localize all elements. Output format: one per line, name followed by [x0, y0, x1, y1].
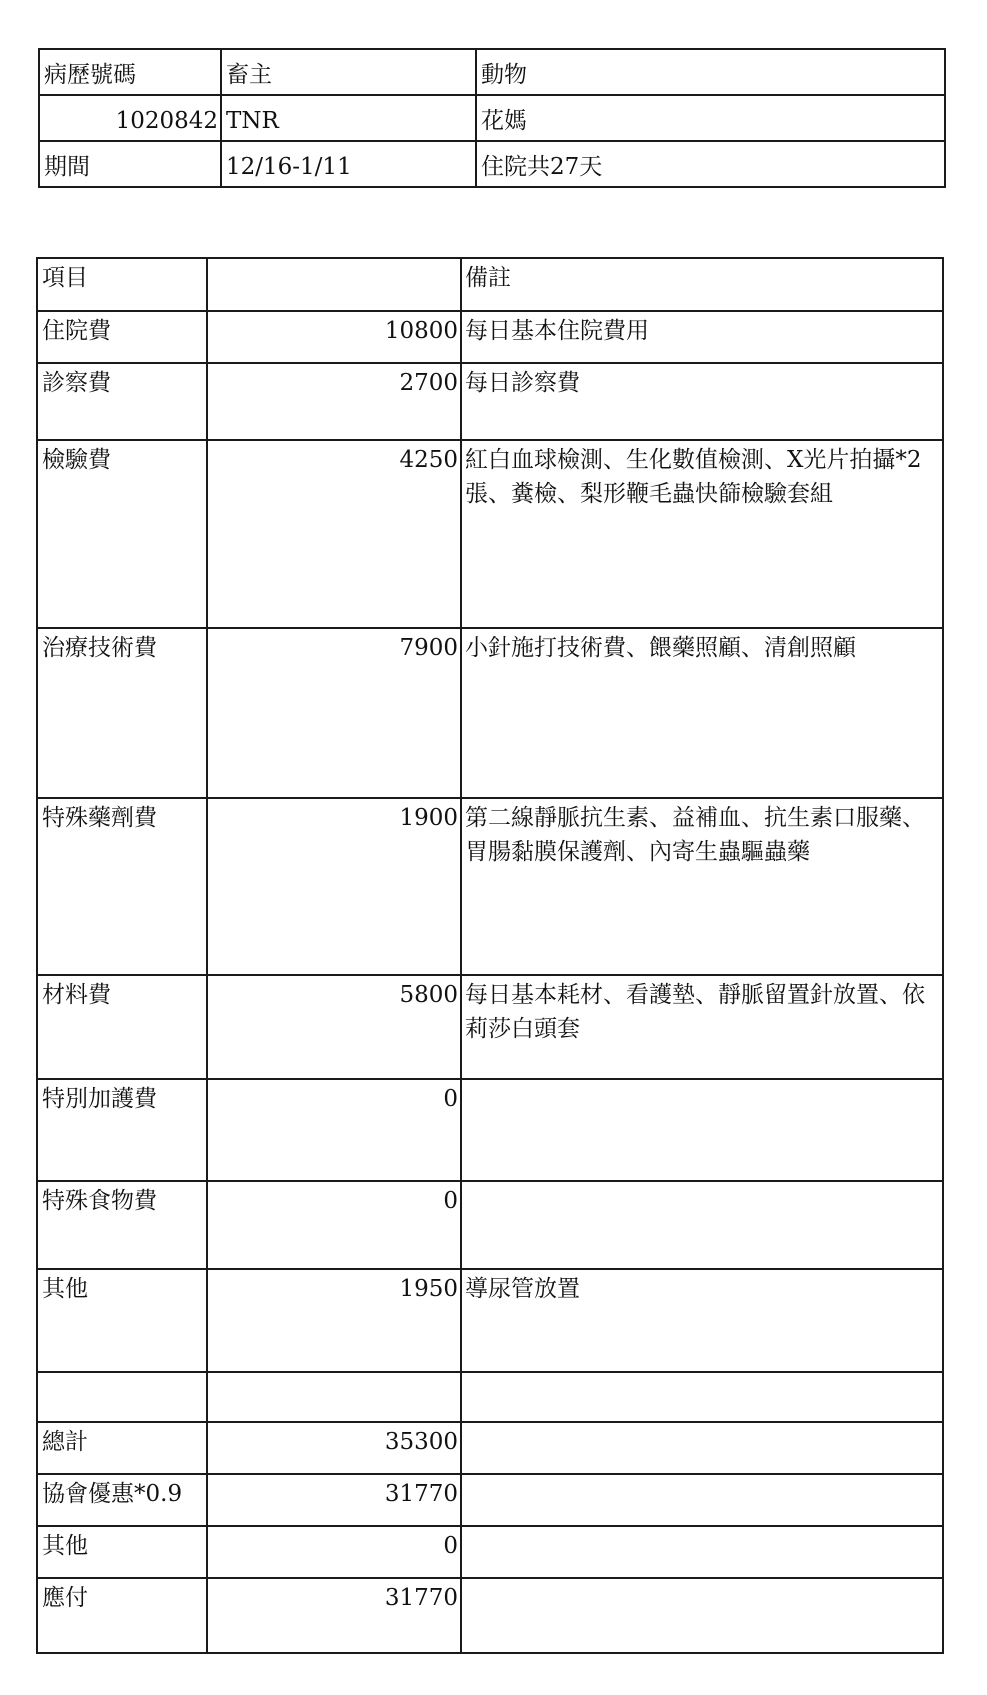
fee-row [37, 1079, 943, 1181]
other-amount: 0 [207, 1526, 461, 1578]
fee-item: 特殊食物費 [37, 1181, 207, 1269]
note-column-header: 備註 [461, 258, 943, 311]
record-header-table [38, 48, 946, 188]
fee-note: 每日診察費 [461, 363, 943, 440]
fee-item: 住院費 [37, 311, 207, 363]
fee-note [461, 1079, 943, 1181]
discount-label: 協會優惠*0.9 [37, 1474, 207, 1526]
animal-label: 動物 [476, 49, 945, 95]
stay-duration: 住院共27天 [476, 141, 945, 187]
amount-due-value: 31770 [207, 1578, 461, 1653]
fee-note: 小針施打技術費、餵藥照顧、清創照顧 [461, 628, 943, 798]
owner-label: 畜主 [221, 49, 476, 95]
other-label: 其他 [37, 1526, 207, 1578]
record-number-value: 1020842 [39, 95, 221, 141]
fee-row [37, 363, 943, 440]
total-row [37, 1422, 943, 1474]
fee-row [37, 1181, 943, 1269]
fee-amount: 1950 [207, 1269, 461, 1372]
fee-breakdown-table [36, 257, 944, 1654]
period-row [39, 141, 945, 187]
fee-table-header [37, 258, 943, 311]
fee-row [37, 628, 943, 798]
fee-note: 每日基本耗材、看護墊、靜脈留置針放置、依莉莎白頭套 [461, 975, 943, 1079]
fee-amount: 10800 [207, 311, 461, 363]
fee-note: 紅白血球檢測、生化數值檢測、X光片拍攝*2張、糞檢、梨形鞭毛蟲快篩檢驗套組 [461, 440, 943, 628]
period-label: 期間 [39, 141, 221, 187]
discount-amount: 31770 [207, 1474, 461, 1526]
fee-note [461, 1474, 943, 1526]
total-amount: 35300 [207, 1422, 461, 1474]
other-adjustment-row [37, 1526, 943, 1578]
fee-row [37, 1269, 943, 1372]
fee-note [461, 1372, 943, 1422]
fee-amount: 0 [207, 1181, 461, 1269]
total-label: 總計 [37, 1422, 207, 1474]
fee-row [37, 798, 943, 975]
fee-amount: 7900 [207, 628, 461, 798]
fee-row-blank [37, 1372, 943, 1422]
fee-amount: 2700 [207, 363, 461, 440]
fee-row [37, 311, 943, 363]
fee-item: 檢驗費 [37, 440, 207, 628]
fee-item [37, 1372, 207, 1422]
fee-item: 材料費 [37, 975, 207, 1079]
fee-item: 其他 [37, 1269, 207, 1372]
fee-note [461, 1578, 943, 1653]
item-column-header: 項目 [37, 258, 207, 311]
fee-item: 特別加護費 [37, 1079, 207, 1181]
fee-note: 每日基本住院費用 [461, 311, 943, 363]
fee-item: 診察費 [37, 363, 207, 440]
record-number-label: 病歷號碼 [39, 49, 221, 95]
fee-row [37, 440, 943, 628]
fee-item: 治療技術費 [37, 628, 207, 798]
amount-column-header [207, 258, 461, 311]
fee-amount [207, 1372, 461, 1422]
fee-amount: 4250 [207, 440, 461, 628]
amount-due-row [37, 1578, 943, 1653]
fee-amount: 0 [207, 1079, 461, 1181]
discount-row [37, 1474, 943, 1526]
fee-amount: 1900 [207, 798, 461, 975]
header-label-row [39, 49, 945, 95]
fee-amount: 5800 [207, 975, 461, 1079]
fee-note [461, 1422, 943, 1474]
fee-item: 特殊藥劑費 [37, 798, 207, 975]
fee-row [37, 975, 943, 1079]
animal-value: 花媽 [476, 95, 945, 141]
owner-value: TNR [221, 95, 476, 141]
header-value-row [39, 95, 945, 141]
fee-note: 導尿管放置 [461, 1269, 943, 1372]
fee-note: 第二線靜脈抗生素、益補血、抗生素口服藥、胃腸黏膜保護劑、內寄生蟲驅蟲藥 [461, 798, 943, 975]
fee-note [461, 1526, 943, 1578]
amount-due-label: 應付 [37, 1578, 207, 1653]
period-value: 12/16-1/11 [221, 141, 476, 187]
fee-note [461, 1181, 943, 1269]
